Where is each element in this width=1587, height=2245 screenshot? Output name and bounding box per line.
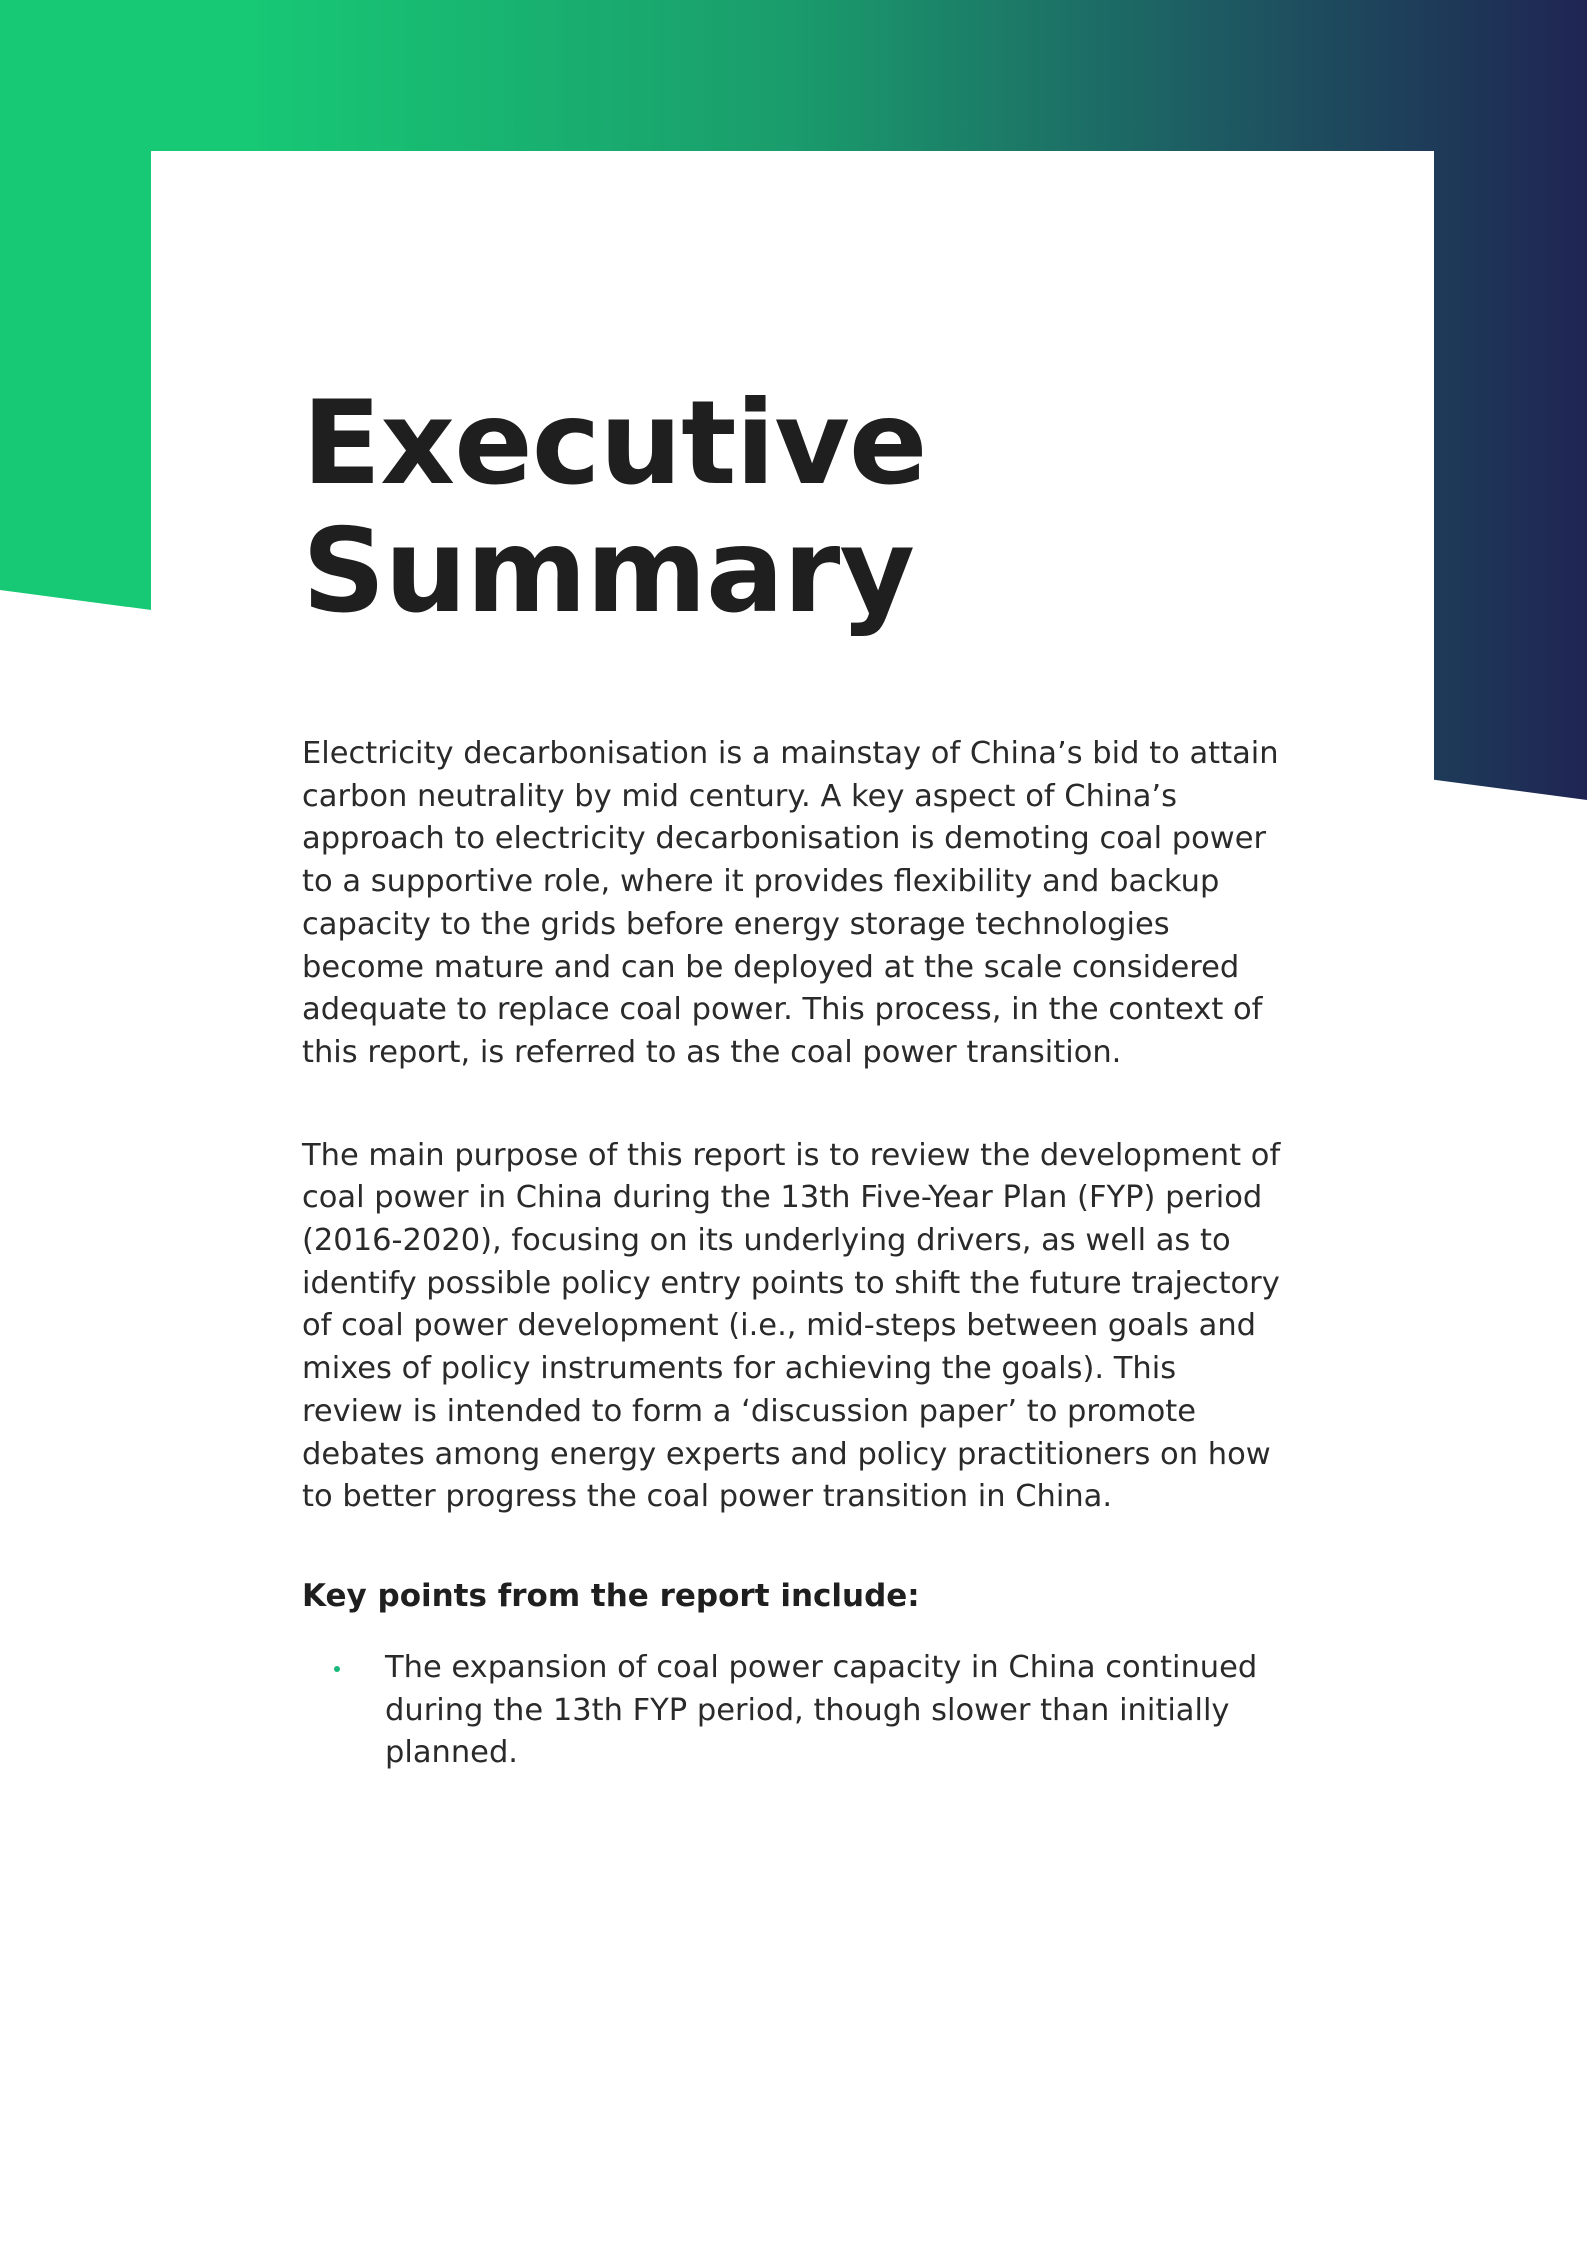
key-points-list [302,1647,1282,1775]
page-title-line-2: Summary [302,504,914,639]
intro-paragraph: Electricity decarbonisation is a mainstay of China’s bid to attain carbon neutrality by mid century. A key aspect of China’s approach to electricity decarbonisation is demoting coal power to a supportive role, where it provides flexibility and backup capacity to the grids before energy storage technologies become mature and can be deployed at the scale considered adequate to replace coal power. This process, in the context of this report, is referred to as the coal power transition. [302,736,1279,1070]
bullet-icon [334,1666,340,1672]
page-title-line-1: Executive [302,376,927,511]
key-point-item [302,1647,1282,1775]
document-body [302,376,1282,1775]
key-point-text: The expansion of coal power capacity in China continued during the 13th FYP period, though slower than initially planned. [385,1649,1258,1771]
key-points-heading: Key points from the report include: [302,1577,920,1614]
page-title [302,376,1282,639]
purpose-paragraph: The main purpose of this report is to review the development of coal power in China during the 13th Five-Year Plan (FYP) period (2016-2020), focusing on its underlying drivers, as well as to identify possible policy entry points to shift the future trajectory of coal power development (i.e., mid-steps between goals and mixes of policy instruments for achieving the goals). This review is intended to form a ‘discussion paper’ to promote debates among energy experts and policy practitioners on how to better progress the coal power transition in China. [302,1137,1281,1515]
